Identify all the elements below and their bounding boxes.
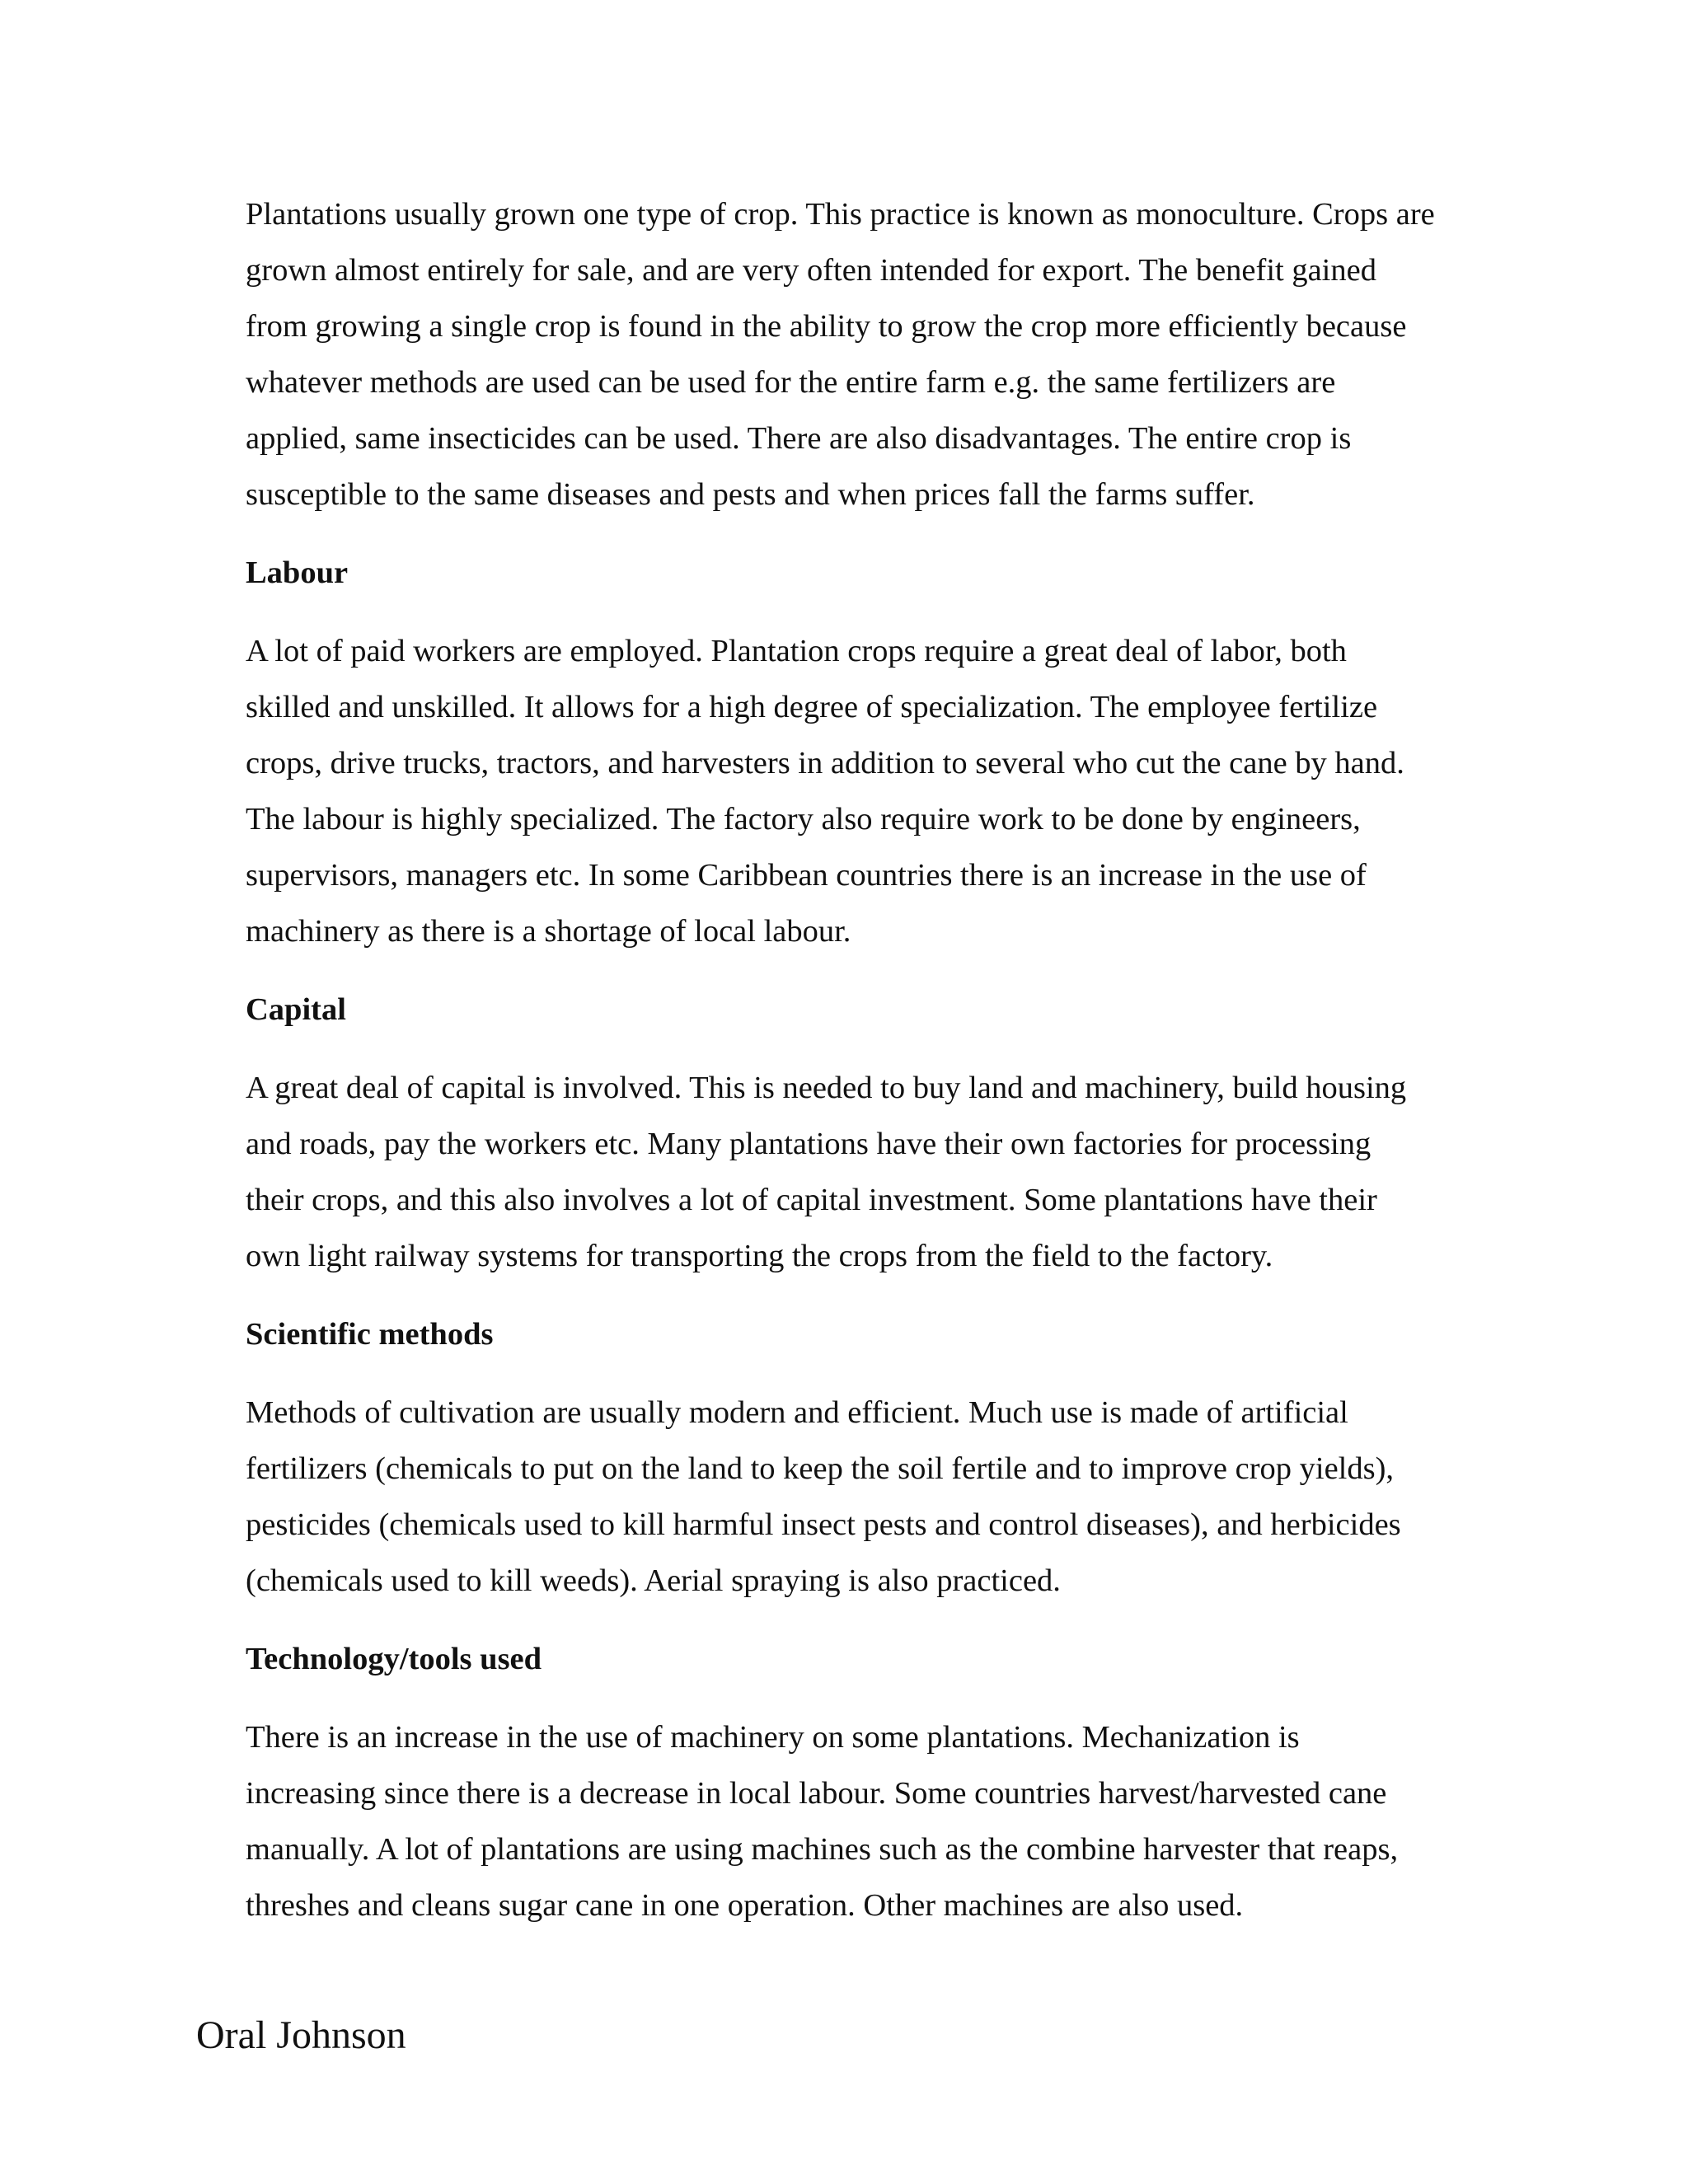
section-body-scientific-methods: Methods of cultivation are usually modern and efficient. Much use is made of artificial fertilizers (chemicals to put on the land to keep the soil fertile and to improve crop yields), pesticides (chemicals used to kill harmful insect pests and control diseases), and herbicides (chemicals used to kill weeds). Aerial spraying is also practiced. xyxy=(246,1395,1401,1598)
section-body-labour: A lot of paid workers are employed. Plantation crops require a great deal of labor, both skilled and unskilled. It allows for a high degree of specialization. The employee fertilize crops, drive trucks, tractors, and harvesters in addition to several who cut the cane by hand. The labour is highly specialized. The factory also require work to be done by engineers, supervisors, managers etc. In some Caribbean countries there is an increase in the use of machinery as there is a shortage of local labour. xyxy=(246,634,1404,949)
section-heading-capital: Capital xyxy=(246,992,346,1027)
document-content xyxy=(246,186,1482,1933)
author-name: Oral Johnson xyxy=(196,2013,406,2057)
section-heading-scientific-methods: Scientific methods xyxy=(246,1317,494,1352)
section-heading-technology-tools: Technology/tools used xyxy=(246,1642,542,1676)
section-body-capital: A great deal of capital is involved. This is needed to buy land and machinery, build housing and roads, pay the workers etc. Many plantations have their own factories for processing their crops, and this also involves a lot of capital investment. Some plantations have their own light railway systems for transporting the crops from the field to the factory. xyxy=(246,1071,1407,1273)
intro-paragraph: Plantations usually grown one type of crop. This practice is known as monoculture. Crops are grown almost entirely for sale, and are very often intended for export. The benefit gained from growing a single crop is found in the ability to grow the crop more efficiently because whatever methods are used can be used for the entire farm e.g. the same fertilizers are applied, same insecticides can be used. There are also disadvantages. The entire crop is susceptible to the same diseases and pests and when prices fall the farms suffer. xyxy=(246,197,1435,512)
section-heading-labour: Labour xyxy=(246,555,349,590)
section-body-technology-tools: There is an increase in the use of machinery on some plantations. Mechanization is increasing since there is a decrease in local labour. Some countries harvest/harvested cane manually. A lot of plantations are using machines such as the combine harvester that reaps, threshes and cleans sugar cane in one operation. Other machines are also used. xyxy=(246,1720,1399,1923)
